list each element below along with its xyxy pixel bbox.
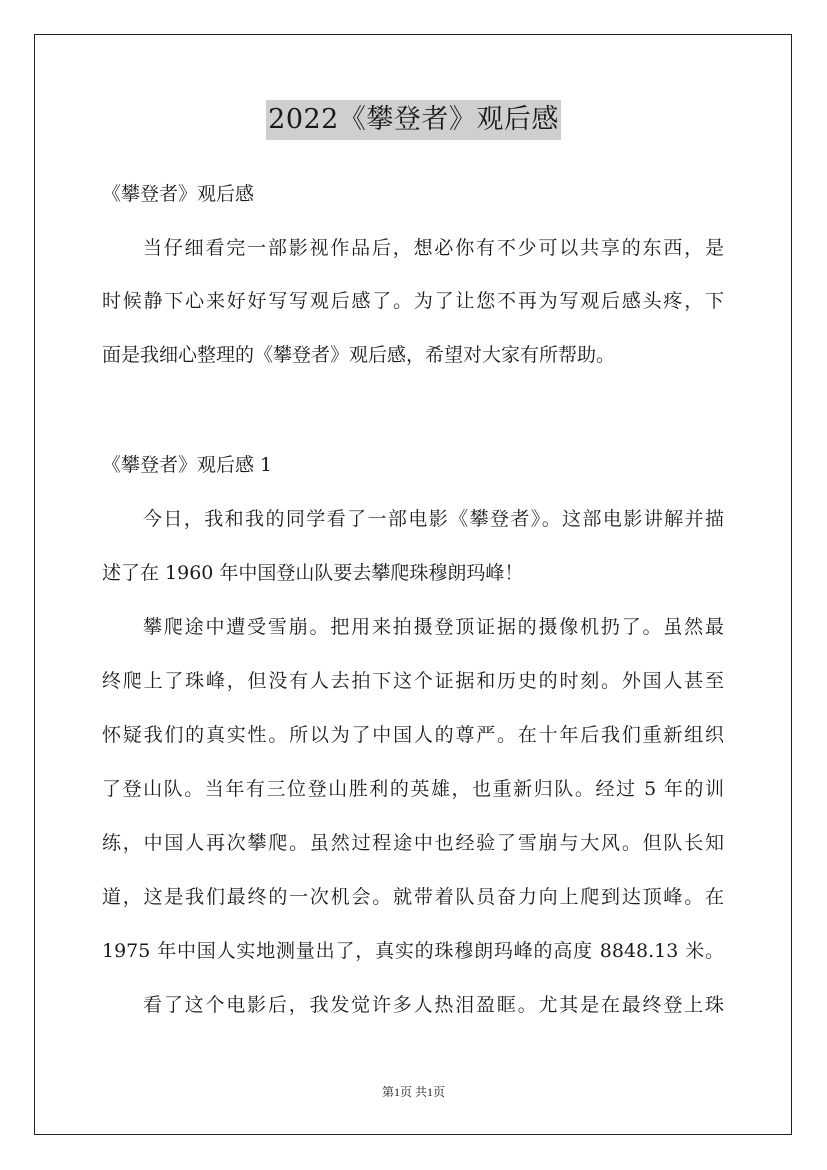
section-heading: 《攀登者》观后感 1	[102, 454, 273, 476]
document-title	[0, 100, 827, 140]
document-subtitle: 《攀登者》观后感	[102, 183, 255, 205]
page-footer	[0, 1084, 827, 1100]
intro-line-1: 当仔细看完一部影视作品后，想必你有不少可以共享的东西，是	[143, 237, 724, 259]
para2-line-6: 道，这是我们最终的一次机会。就带着队员奋力向上爬到达顶峰。在	[102, 886, 724, 908]
intro-line-3: 面是我细心整理的《攀登者》观后感，希望对大家有所帮助。	[102, 344, 616, 366]
para1-line-1: 今日，我和我的同学看了一部电影《攀登者》。这部电影讲解并描	[143, 508, 724, 530]
intro-line-2: 时候静下心来好好写写观后感了。为了让您不再为写观后感头疼，下	[102, 290, 724, 312]
para2-line-7: 1975 年中国人实地测量出了，真实的珠穆朗玛峰的高度 8848.13 米。	[102, 940, 724, 962]
para2-line-3: 怀疑我们的真实性。所以为了中国人的尊严。在十年后我们重新组织	[102, 724, 724, 746]
para2-line-1: 攀爬途中遭受雪崩。把用来拍摄登顶证据的摄像机扔了。虽然最	[143, 616, 724, 638]
para2-line-5: 练，中国人再次攀爬。虽然过程途中也经验了雪崩与大风。但队长知	[102, 832, 724, 854]
para3-line-1: 看了这个电影后，我发觉许多人热泪盈眶。尤其是在最终登上珠	[143, 994, 724, 1016]
para1-line-2: 述了在 1960 年中国登山队要去攀爬珠穆朗玛峰！	[102, 562, 524, 584]
para2-line-2: 终爬上了珠峰，但没有人去拍下这个证据和历史的时刻。外国人甚至	[102, 670, 724, 692]
page-number-label: 第1页 共1页	[381, 1085, 445, 1099]
para2-line-4: 了登山队。当年有三位登山胜利的英雄，也重新归队。经过 5 年的训	[102, 778, 724, 800]
document-title-text: 2022《攀登者》观后感	[266, 100, 561, 140]
